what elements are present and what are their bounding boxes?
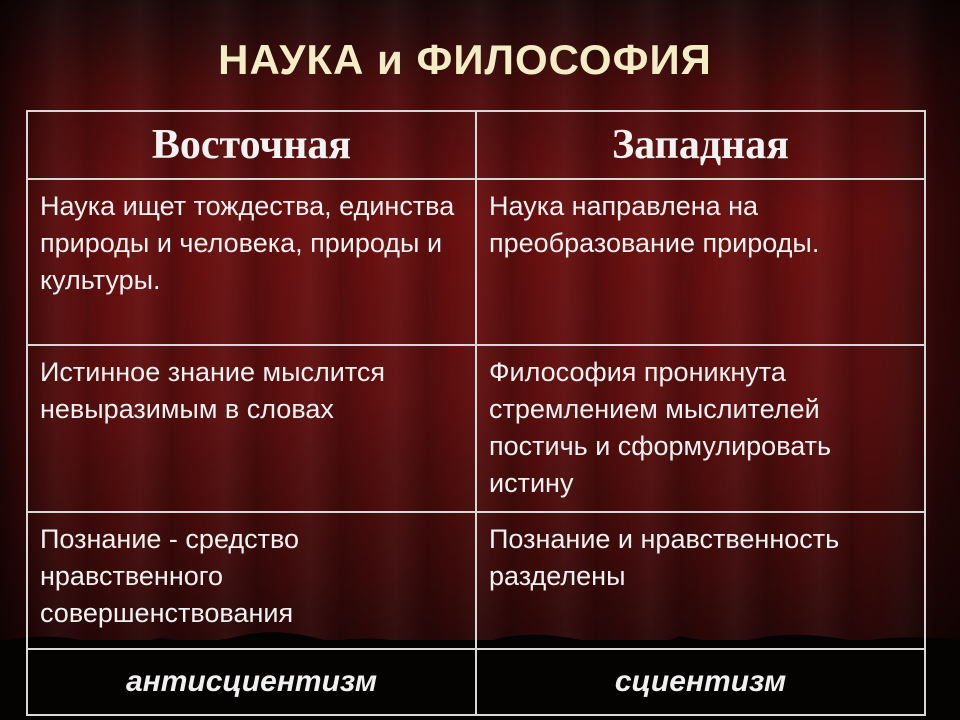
cell-eastern-science: Наука ищет тождества, единства природы и человека, природы и культуры.: [27, 179, 476, 344]
cell-western-science: Наука направлена на преобразование природы.: [476, 179, 925, 344]
footer-anti-scientism: антисциентизм: [27, 649, 476, 715]
cell-eastern-knowledge: Истинное знание мыслится невыразимым в словах: [27, 345, 476, 513]
table-row: [27, 179, 925, 344]
table-footer-row: [27, 649, 925, 715]
cell-western-philosophy: Философия проникнута стремлением мыслителей постичь и сформулировать истину: [476, 345, 925, 513]
comparison-table: [26, 110, 926, 716]
table-header-row: [27, 111, 925, 179]
footer-scientism: сциентизм: [476, 649, 925, 715]
cell-western-cognition: Познание и нравственность разделены: [476, 512, 925, 649]
table-row: [27, 512, 925, 649]
slide-title: НАУКА и ФИЛОСОФИЯ: [218, 36, 712, 83]
cell-eastern-cognition: Познание - средство нравственного совершенствования: [27, 512, 476, 649]
header-eastern: Восточная: [27, 111, 476, 179]
header-western: Западная: [476, 111, 925, 179]
table-row: [27, 345, 925, 513]
